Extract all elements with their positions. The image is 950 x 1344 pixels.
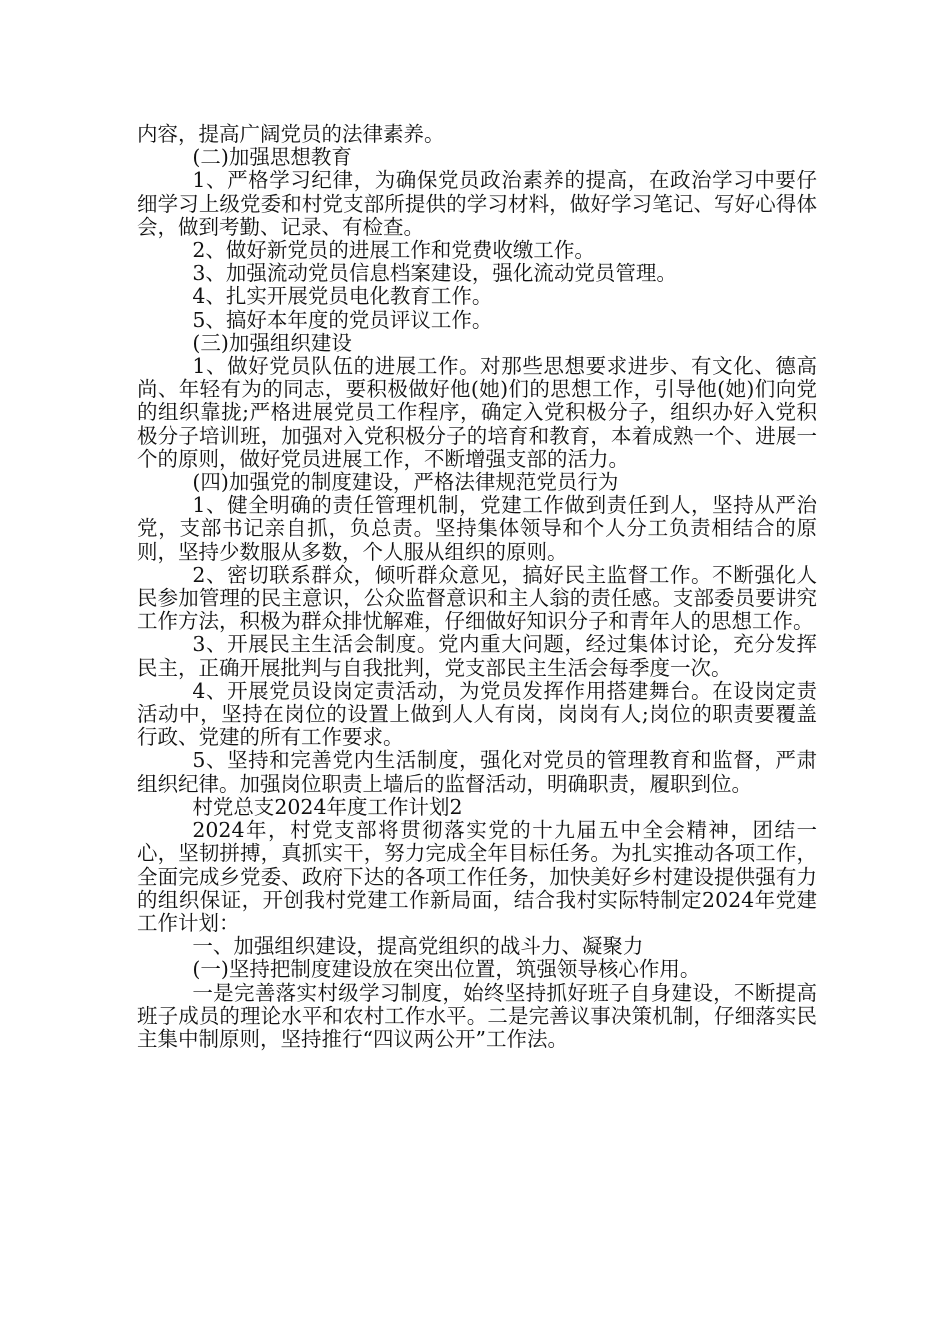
section-heading-part-one: 一、加强组织建设，提高党组织的战斗力、凝聚力 [192,934,644,959]
paragraph: 1、健全明确的责任管理机制，党建工作做到责任到人，坚持从严治党，支部书记亲自抓，负总责。坚持集体领导和个人分工负责相结合的原则，坚持少数服从多数，个人服从组织的原则。 [137,493,817,564]
paragraph: 1、做好党员队伍的进展工作。对那些思想要求进步、有文化、德高尚、年轻有为的同志，要积极做好他(她)们的思想工作，引导他(她)们向党的组织靠拢;严格进展党员工作程序，确定入党积极分子，组织办好入党积极分子培训班，加强对入党积极分子的培育和教育，本着成熟一个、进展一个的原则，做好党员进展工作，不断增强支部的活力。 [137,354,817,471]
section-heading-organization-building: (三)加强组织建设 [192,330,352,355]
document-subtitle: 村党总支2024年度工作计划2 [192,794,463,819]
paragraph: 5、搞好本年度的党员评议工作。 [192,307,493,332]
section-heading-ideological-education: (二)加强思想教育 [192,145,352,170]
paragraph: 3、开展民主生活会制度。党内重大问题，经过集体讨论，充分发挥民主，正确开展批判与自我批判，党支部民主生活会每季度一次。 [137,632,817,680]
paragraph: 一是完善落实村级学习制度，始终坚持抓好班子自身建设，不断提高班子成员的理论水平和农村工作水平。二是完善议事决策机制，仔细落实民主集中制原则，坚持推行“四议两公开”工作法。 [137,980,817,1051]
paragraph: 2、做好新党员的进展工作和党费收缴工作。 [192,238,595,263]
paragraph: 5、坚持和完善党内生活制度，强化对党员的管理教育和监督，严肃组织纪律。加强岗位职责上墙后的监督活动，明确职责，履职到位。 [137,748,817,796]
section-heading-institution-building: (四)加强党的制度建设，严格法律规范党员行为 [192,470,619,495]
paragraph: 4、扎实开展党员电化教育工作。 [192,284,493,309]
paragraph: 2、密切联系群众，倾听群众意见，搞好民主监督工作。不断强化人民参加管理的民主意识，公众监督意识和主人翁的责任感。支部委员要讲究工作方法，积极为群众排忧解难，仔细做好知识分子和青年人的思想工作。 [137,562,817,634]
paragraph: 3、加强流动党员信息档案建设，强化流动党员管理。 [192,261,677,286]
paragraph: 4、开展党员设岗定责活动，为党员发挥作用搭建舞台。在设岗定责活动中，坚持在岗位的设置上做到人人有岗，岗岗有人;岗位的职责要覆盖行政、党建的所有工作要求。 [137,678,817,750]
paragraph-continuation: 内容，提高广阔党员的法律素养。 [137,122,445,146]
paragraph: 2024年，村党支部将贯彻落实党的十九届五中全会精神，团结一心，坚韧拼搏，真抓实干，努力完成全年目标任务。为扎实推动各项工作，全面完成乡党委、政府下达的各项工作任务，加快美好乡村建设提供强有力的组织保证，开创我村党建工作新局面，结合我村实际特制定2024年党建工作计划： [137,818,817,935]
paragraph: 1、严格学习纪律，为确保党员政治素养的提高，在政治学习中要仔细学习上级党委和村党支部所提供的学习材料，做好学习笔记、写好心得体会，做到考勤、记录、有检查。 [137,168,817,239]
section-heading-institution-priority: (一)坚持把制度建设放在突出位置，筑强领导核心作用。 [192,957,701,982]
document-body [137,123,817,1051]
